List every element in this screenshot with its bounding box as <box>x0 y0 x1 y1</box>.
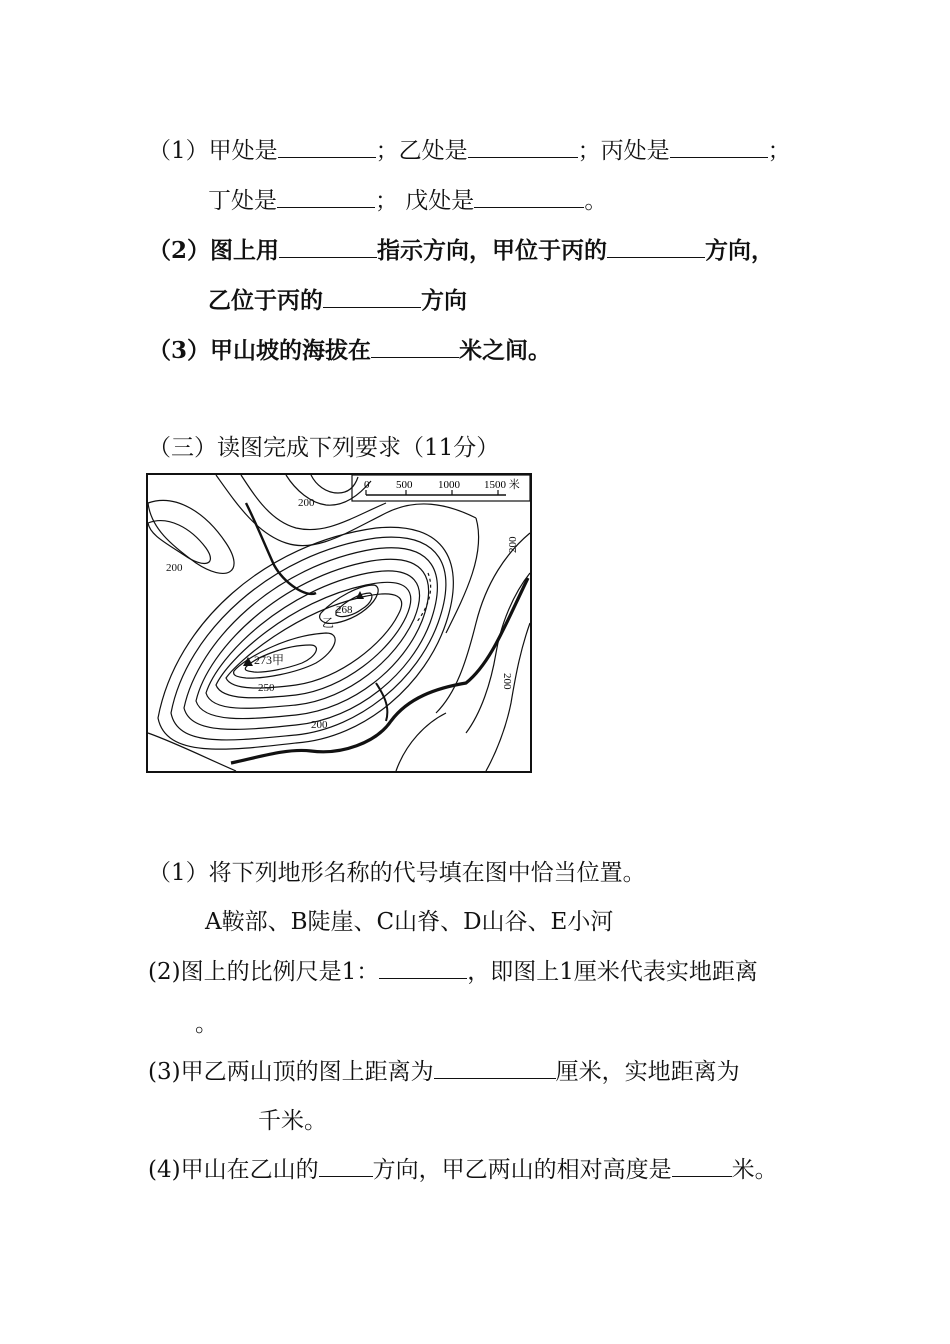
part2-q1-line1 <box>148 136 791 166</box>
contour-map <box>146 473 532 773</box>
answer-blank-yi-direction[interactable] <box>323 287 421 308</box>
q2-scale-text: (2)图上的比例尺是1： <box>148 959 380 985</box>
answer-blank-bing[interactable] <box>670 137 768 158</box>
q2-text-b: 指示方向，甲位于丙的 <box>377 237 608 264</box>
scale-tick-1000: 1000 <box>438 479 460 491</box>
part3-q4 <box>148 1155 778 1185</box>
answer-blank-altitude[interactable] <box>371 337 459 358</box>
answer-blank-direction[interactable] <box>319 1156 373 1177</box>
q1-label-jia: （1）甲处是 <box>148 138 278 164</box>
scale-tick-1500: 1500 米 <box>484 479 520 491</box>
contour-label-200-southeast: 200 <box>501 673 513 690</box>
part3-q1: （1）将下列地形名称的代号填在图中恰当位置。 <box>148 860 646 886</box>
part2-q2-line2 <box>208 286 467 316</box>
answer-blank-ding[interactable] <box>277 187 375 208</box>
contour-label-200-south: 200 <box>311 719 328 731</box>
part3-q2-line1 <box>148 957 758 987</box>
part3-q2-line2: 。 <box>195 1011 218 1037</box>
q4-height-text: 方向，甲乙两山的相对高度是 <box>372 1157 672 1183</box>
answer-blank-direction-indicator[interactable] <box>279 237 377 258</box>
answer-blank-relative-height[interactable] <box>672 1156 732 1177</box>
part2-q2-line1 <box>148 236 774 266</box>
q2-text-c: 方向， <box>705 237 775 264</box>
q1-label-bing: ；丙处是 <box>577 138 670 164</box>
answer-blank-jia[interactable] <box>278 137 376 158</box>
q1-label-yi: ；乙处是 <box>375 138 468 164</box>
part3-q1-options: A鞍部、B陡崖、C山脊、D山谷、E小河 <box>205 909 614 935</box>
q3-map-distance-text: (3)甲乙两山顶的图上距离为 <box>148 1059 434 1085</box>
q4-unit-text: 米。 <box>731 1157 778 1183</box>
answer-blank-scale[interactable] <box>379 958 467 979</box>
part3-q3-line2: 千米。 <box>258 1108 327 1134</box>
q2-text-d: 乙位于丙的 <box>208 287 323 314</box>
q1-label-ding: 丁处是 <box>208 188 277 214</box>
q3-text-b: 米之间。 <box>459 337 552 364</box>
part2-q1-line2 <box>208 186 607 216</box>
contour-label-200-west: 200 <box>166 562 183 574</box>
q3-real-distance-text: 厘米，实地距离为 <box>555 1059 740 1085</box>
contour-label-250: 250 <box>258 682 275 694</box>
peak-jia-label: 273甲 <box>254 653 285 667</box>
q3-text-a: （3）甲山坡的海拔在 <box>148 337 372 364</box>
answer-blank-yi[interactable] <box>468 137 578 158</box>
q2-text-e: 方向 <box>421 287 467 314</box>
part3-heading: （三）读图完成下列要求（11分） <box>148 435 500 461</box>
q4-direction-text: (4)甲山在乙山的 <box>148 1157 319 1183</box>
answer-blank-map-distance[interactable] <box>434 1058 556 1079</box>
q1-label-wu: ； 戊处是 <box>375 188 475 214</box>
scale-bar <box>352 475 530 501</box>
q1-punct: ； <box>767 138 791 164</box>
peak-yi-label: 乙 <box>322 616 335 630</box>
scale-tick-0: 0 <box>364 479 370 491</box>
q2-distance-text: ，即图上1厘米代表实地距离 <box>467 959 758 985</box>
peak-yi-elevation: 268 <box>336 604 353 616</box>
scale-tick-500: 500 <box>396 479 413 491</box>
answer-blank-jia-direction[interactable] <box>607 237 705 258</box>
contour-label-200-north: 200 <box>298 497 315 509</box>
part2-q3 <box>148 336 551 366</box>
part3-q3-line1 <box>148 1057 740 1087</box>
answer-blank-wu[interactable] <box>474 187 584 208</box>
q1-end: 。 <box>584 188 608 214</box>
q2-text-a: （2）图上用 <box>148 237 280 264</box>
contour-label-200-east: 200 <box>507 536 519 553</box>
